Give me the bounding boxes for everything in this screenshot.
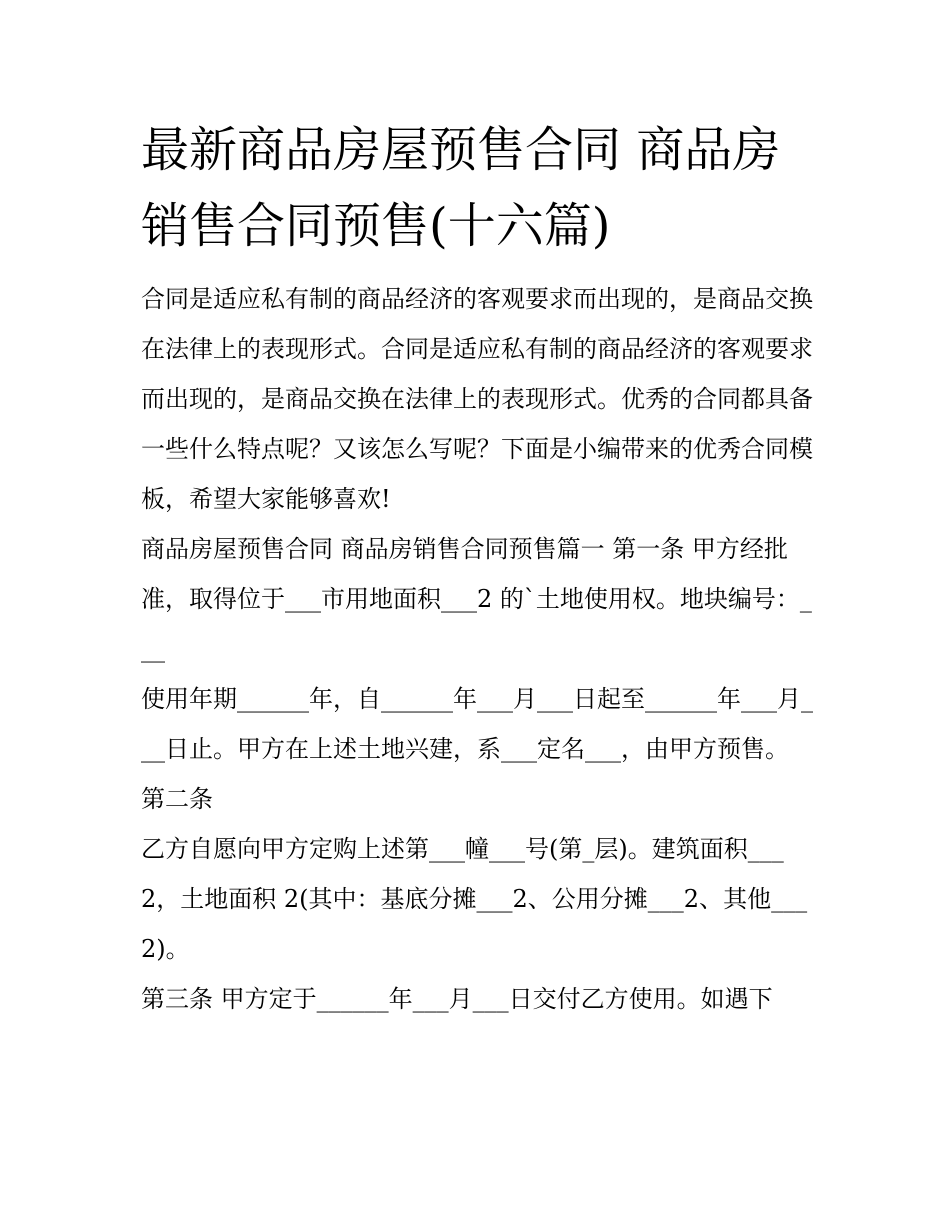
paragraph-land-term: 使用年期______年，自______年___月___日起至______年___月___日止。甲方在上述土地兴建，系___定名___，由甲方预售。	[141, 685, 813, 763]
paragraph-intro: 合同是适应私有制的商品经济的客观要求而出现的，是商品交换在法律上的表现形式。合同是适应私有制的商品经济的客观要求而出现的，是商品交换在法律上的表现形式。优秀的合同都具备一些什么特点呢？又该怎么写呢？下面是小编带来的优秀合同模板，希望大家能够喜欢!	[141, 285, 813, 513]
paragraph-article-1: 商品房屋预售合同 商品房销售合同预售篇一 第一条 甲方经批准，取得位于___市用地面积___2 的`土地使用权。地块编号：___	[141, 535, 812, 663]
paragraph-article-3: 第三条 甲方定于______年___月___日交付乙方使用。如遇下	[141, 985, 773, 1013]
paragraph-article-2-body: 乙方自愿向甲方定购上述第___幢___号(第_层)。建筑面积___2，土地面积 2(其中：基底分摊___2、公用分摊___2、其他___2)。	[141, 835, 808, 963]
paragraph-article-2-heading: 第二条	[141, 785, 213, 813]
document-title: 最新商品房屋预售合同 商品房销售合同预售(十六篇)	[141, 122, 781, 254]
document-page	[141, 112, 813, 1024]
